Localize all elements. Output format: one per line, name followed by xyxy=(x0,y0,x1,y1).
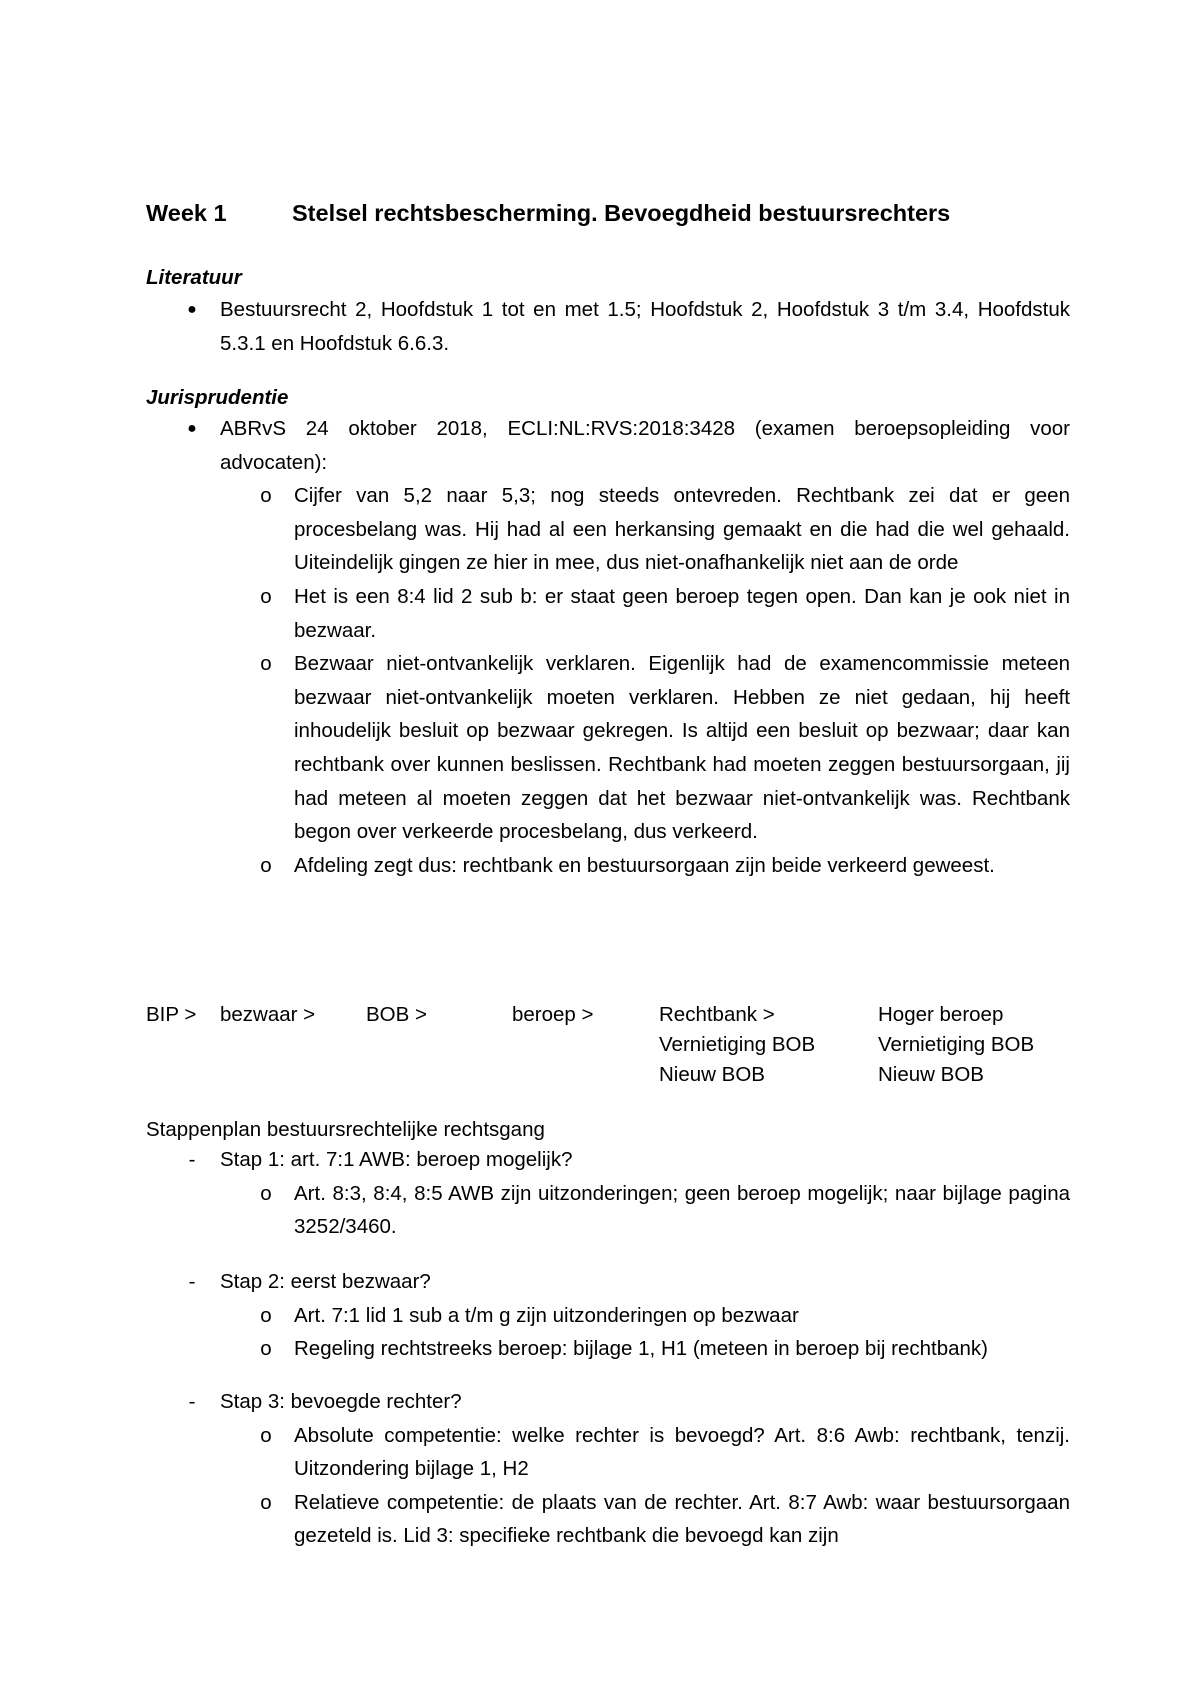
stap-2 xyxy=(146,1265,1070,1366)
list-item: o Regeling rechtstreeks beroep: bijlage 1, H1 (meteen in beroep bij rechtbank) xyxy=(146,1332,1070,1366)
list-item: o Art. 7:1 lid 1 sub a t/m g zijn uitzonderingen op bezwaar xyxy=(146,1299,1070,1333)
flow-rechtbank xyxy=(659,1000,815,1090)
flow-line: Vernietiging BOB xyxy=(878,1033,1035,1056)
list-item: o Het is een 8:4 lid 2 sub b: er staat geen beroep tegen open. Dan kan je ook niet in bezwaar. xyxy=(146,580,1070,647)
dash-bullet-icon: - xyxy=(188,1270,196,1293)
stap-item: - Stap 1: art. 7:1 AWB: beroep mogelijk? xyxy=(146,1143,1070,1177)
week-label: Week 1 xyxy=(146,200,227,226)
list-item: o Absolute competentie: welke rechter is bevoegd? Art. 8:6 Awb: rechtbank, tenzij. Uitzondering bijlage 1, H2 xyxy=(146,1419,1070,1486)
title-text: Stelsel rechtsbescherming. Bevoegdheid bestuursrechters xyxy=(292,200,951,226)
circle-bullet-icon: o xyxy=(260,1490,272,1514)
circle-bullet-icon: o xyxy=(260,1181,272,1205)
flow-hoger-beroep xyxy=(878,1000,1034,1090)
bullet-icon: ● xyxy=(187,420,197,437)
case-item: ● ABRvS 24 oktober 2018, ECLI:NL:RVS:2018:3428 (examen beroepsopleiding voor advocaten): xyxy=(146,412,1070,479)
jurisprudentie-heading: Jurisprudentie xyxy=(146,386,289,409)
literatuur-list xyxy=(146,293,1070,360)
list-item: o Cijfer van 5,2 naar 5,3; nog steeds ontevreden. Rechtbank zei dat er geen procesbelang was. Hij had al een herkansing gemaakt en die had die wel gehaald. Uiteindelijk gingen ze hier in mee, dus niet-onafhankelijk niet aan de orde xyxy=(146,479,1070,580)
stap-item: - Stap 2: eerst bezwaar? xyxy=(146,1265,1070,1299)
dash-bullet-icon: - xyxy=(188,1148,196,1171)
flow-line: Nieuw BOB xyxy=(659,1063,765,1086)
list-item: o Art. 8:3, 8:4, 8:5 AWB zijn uitzonderingen; geen beroep mogelijk; naar bijlage pagina 3252/3460. xyxy=(146,1177,1070,1244)
flow-line: Hoger beroep xyxy=(878,1003,1004,1026)
circle-bullet-icon: o xyxy=(260,1423,272,1447)
page-title xyxy=(146,196,951,230)
flow-line: Nieuw BOB xyxy=(878,1063,984,1086)
flow-line: Vernietiging BOB xyxy=(659,1033,816,1056)
literatuur-heading: Literatuur xyxy=(146,266,242,289)
list-item: o Bezwaar niet-ontvankelijk verklaren. Eigenlijk had de examencommissie meteen bezwaar niet-ontvankelijk moeten verklaren. Hebben ze niet gedaan, hij heeft inhoudelijk besluit op bezwaar gekregen. Is altijd een besluit op bezwaar; daar kan rechtbank over kunnen beslissen. Rechtbank had moeten zeggen bestuursorgaan, jij had meteen al moeten zeggen dat het bezwaar niet-ontvankelijk was. Rechtbank begon over verkeerde procesbelang, dus verkeerd. xyxy=(146,647,1070,849)
circle-bullet-icon: o xyxy=(260,1337,272,1361)
list-item: o Relatieve competentie: de plaats van de rechter. Art. 8:7 Awb: waar bestuursorgaan gezeteld is. Lid 3: specifieke rechtbank die bevoegd kan zijn xyxy=(146,1486,1070,1553)
list-item: ● Bestuursrecht 2, Hoofdstuk 1 tot en met 1.5; Hoofdstuk 2, Hoofdstuk 3 t/m 3.4, Hoofdstuk 5.3.1 en Hoofdstuk 6.6.3. xyxy=(146,293,1070,360)
jurisprudentie-list xyxy=(146,412,1070,882)
flow-step: BIP > xyxy=(146,1003,197,1026)
dash-bullet-icon: - xyxy=(188,1390,196,1413)
list-item: o Afdeling zegt dus: rechtbank en bestuursorgaan zijn beide verkeerd geweest. xyxy=(146,849,1070,883)
circle-bullet-icon: o xyxy=(260,853,272,877)
stap-1 xyxy=(146,1143,1070,1244)
stap-3 xyxy=(146,1385,1070,1553)
flow-step: bezwaar > xyxy=(220,1003,316,1026)
stappenplan-heading: Stappenplan bestuursrechtelijke rechtsgang xyxy=(146,1118,545,1141)
flow-step: BOB > xyxy=(366,1003,427,1026)
circle-bullet-icon: o xyxy=(260,484,272,508)
flow-step: beroep > xyxy=(512,1003,594,1026)
circle-bullet-icon: o xyxy=(260,1303,272,1327)
circle-bullet-icon: o xyxy=(260,652,272,676)
flow-line: Rechtbank > xyxy=(659,1003,775,1026)
circle-bullet-icon: o xyxy=(260,584,272,608)
stap-item: - Stap 3: bevoegde rechter? xyxy=(146,1385,1070,1419)
bullet-icon: ● xyxy=(187,301,197,318)
